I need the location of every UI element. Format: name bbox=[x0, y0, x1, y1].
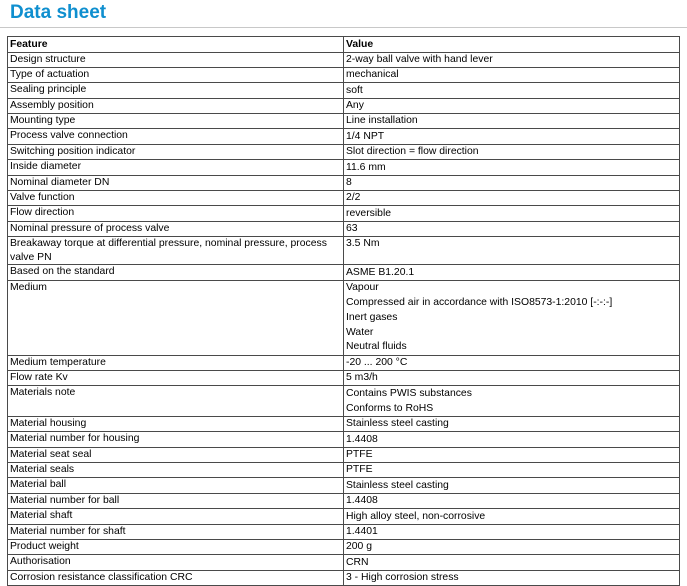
table-row bbox=[8, 555, 680, 570]
value-cell bbox=[344, 555, 680, 570]
table-row bbox=[8, 129, 680, 144]
value-line: Compressed air in accordance with ISO8573-1:2010 [-:-:-] bbox=[346, 297, 613, 309]
table-row bbox=[8, 447, 680, 462]
table-row bbox=[8, 160, 680, 175]
value-line: Neutral fluids bbox=[346, 341, 407, 353]
table-row bbox=[8, 524, 680, 539]
table-row bbox=[8, 386, 680, 417]
value-line: PTFE bbox=[346, 464, 373, 476]
value-cell bbox=[344, 386, 680, 417]
table-row bbox=[8, 432, 680, 447]
value-cell bbox=[344, 509, 680, 524]
table-row bbox=[8, 190, 680, 205]
feature-cell: Inside diameter bbox=[8, 160, 344, 175]
value-line: Water bbox=[346, 326, 374, 338]
value-line: ASME B1.20.1 bbox=[346, 266, 415, 278]
table-row bbox=[8, 221, 680, 236]
value-line: PTFE bbox=[346, 449, 373, 461]
title-divider bbox=[0, 27, 687, 28]
value-cell bbox=[344, 144, 680, 159]
column-header-feature: Feature bbox=[8, 37, 344, 53]
table-row bbox=[8, 114, 680, 129]
value-line: mechanical bbox=[346, 69, 399, 81]
table-row bbox=[8, 52, 680, 67]
value-line: 3 - High corrosion stress bbox=[346, 572, 459, 584]
value-cell bbox=[344, 265, 680, 280]
value-cell bbox=[344, 160, 680, 175]
feature-cell: Flow direction bbox=[8, 206, 344, 221]
value-cell bbox=[344, 83, 680, 98]
value-line: Line installation bbox=[346, 115, 418, 127]
table-row bbox=[8, 416, 680, 431]
table-row bbox=[8, 493, 680, 508]
feature-cell: Flow rate Kv bbox=[8, 370, 344, 385]
table-row bbox=[8, 67, 680, 82]
table-body bbox=[8, 52, 680, 585]
value-cell bbox=[344, 52, 680, 67]
value-cell bbox=[344, 114, 680, 129]
value-line: reversible bbox=[346, 207, 392, 219]
feature-cell: Valve function bbox=[8, 190, 344, 205]
feature-cell: Process valve connection bbox=[8, 129, 344, 144]
value-line: Stainless steel casting bbox=[346, 479, 449, 491]
value-line: Stainless steel casting bbox=[346, 418, 449, 430]
feature-cell: Material shaft bbox=[8, 509, 344, 524]
value-cell bbox=[344, 370, 680, 385]
feature-cell: Corrosion resistance classification CRC bbox=[8, 570, 344, 585]
feature-cell: Materials note bbox=[8, 386, 344, 417]
table-row bbox=[8, 370, 680, 385]
table-row bbox=[8, 509, 680, 524]
value-line: 11.6 mm bbox=[346, 161, 386, 173]
feature-cell: Breakaway torque at differential pressure, nominal pressure, process valve PN bbox=[8, 237, 344, 265]
value-cell bbox=[344, 280, 680, 355]
feature-cell: Sealing principle bbox=[8, 83, 344, 98]
feature-cell: Assembly position bbox=[8, 98, 344, 113]
table-row bbox=[8, 265, 680, 280]
value-cell bbox=[344, 237, 680, 265]
value-line: 3.5 Nm bbox=[346, 238, 380, 250]
page-title: Data sheet bbox=[10, 2, 107, 23]
feature-cell: Medium temperature bbox=[8, 355, 344, 370]
value-cell bbox=[344, 478, 680, 493]
value-cell bbox=[344, 524, 680, 539]
feature-cell: Based on the standard bbox=[8, 265, 344, 280]
feature-cell: Material number for housing bbox=[8, 432, 344, 447]
value-line: 1.4401 bbox=[346, 525, 378, 537]
value-cell bbox=[344, 539, 680, 554]
feature-cell: Material seals bbox=[8, 463, 344, 478]
value-cell bbox=[344, 447, 680, 462]
table-row bbox=[8, 280, 680, 355]
feature-cell: Product weight bbox=[8, 539, 344, 554]
value-line: 1.4408 bbox=[346, 495, 378, 507]
value-line: soft bbox=[346, 84, 363, 96]
data-sheet-table bbox=[7, 36, 680, 586]
value-line: Contains PWIS substances bbox=[346, 387, 472, 399]
value-line: Any bbox=[346, 100, 364, 112]
table-row bbox=[8, 175, 680, 190]
feature-cell: Type of actuation bbox=[8, 67, 344, 82]
value-line: Conforms to RoHS bbox=[346, 402, 434, 414]
value-line: CRN bbox=[346, 556, 369, 568]
feature-cell: Medium bbox=[8, 280, 344, 355]
value-cell bbox=[344, 206, 680, 221]
table-row bbox=[8, 478, 680, 493]
value-cell bbox=[344, 416, 680, 431]
value-line: Vapour bbox=[346, 282, 379, 294]
value-line: Slot direction = flow direction bbox=[346, 146, 479, 158]
value-cell bbox=[344, 355, 680, 370]
table-row bbox=[8, 355, 680, 370]
value-line: Inert gases bbox=[346, 311, 398, 323]
value-line: 5 m3/h bbox=[346, 372, 378, 384]
value-cell bbox=[344, 129, 680, 144]
value-cell bbox=[344, 463, 680, 478]
value-cell bbox=[344, 175, 680, 190]
value-cell bbox=[344, 221, 680, 236]
table-row bbox=[8, 237, 680, 265]
table-header-row bbox=[8, 37, 680, 53]
value-line: High alloy steel, non-corrosive bbox=[346, 510, 486, 522]
value-line: 1/4 NPT bbox=[346, 130, 385, 142]
feature-cell: Material ball bbox=[8, 478, 344, 493]
feature-cell: Design structure bbox=[8, 52, 344, 67]
table-row bbox=[8, 463, 680, 478]
table-row bbox=[8, 539, 680, 554]
value-line: 1.4408 bbox=[346, 433, 378, 445]
value-cell bbox=[344, 98, 680, 113]
feature-cell: Authorisation bbox=[8, 555, 344, 570]
feature-cell: Material seat seal bbox=[8, 447, 344, 462]
column-header-value: Value bbox=[344, 37, 680, 53]
feature-cell: Nominal pressure of process valve bbox=[8, 221, 344, 236]
feature-cell: Material housing bbox=[8, 416, 344, 431]
value-cell bbox=[344, 67, 680, 82]
feature-cell: Material number for shaft bbox=[8, 524, 344, 539]
value-cell bbox=[344, 190, 680, 205]
feature-cell: Mounting type bbox=[8, 114, 344, 129]
table-row bbox=[8, 570, 680, 585]
value-line: 200 g bbox=[346, 541, 373, 553]
value-line: 2-way ball valve with hand lever bbox=[346, 53, 493, 65]
table-row bbox=[8, 98, 680, 113]
table-row bbox=[8, 144, 680, 159]
feature-cell: Material number for ball bbox=[8, 493, 344, 508]
feature-cell: Nominal diameter DN bbox=[8, 175, 344, 190]
table-row bbox=[8, 206, 680, 221]
value-cell bbox=[344, 570, 680, 585]
value-cell bbox=[344, 432, 680, 447]
feature-cell: Switching position indicator bbox=[8, 144, 344, 159]
table-row bbox=[8, 83, 680, 98]
value-cell bbox=[344, 493, 680, 508]
value-line: 63 bbox=[346, 223, 358, 235]
value-line: 2/2 bbox=[346, 192, 361, 204]
value-line: -20 ... 200 °C bbox=[346, 356, 408, 368]
value-line: 8 bbox=[346, 176, 352, 188]
